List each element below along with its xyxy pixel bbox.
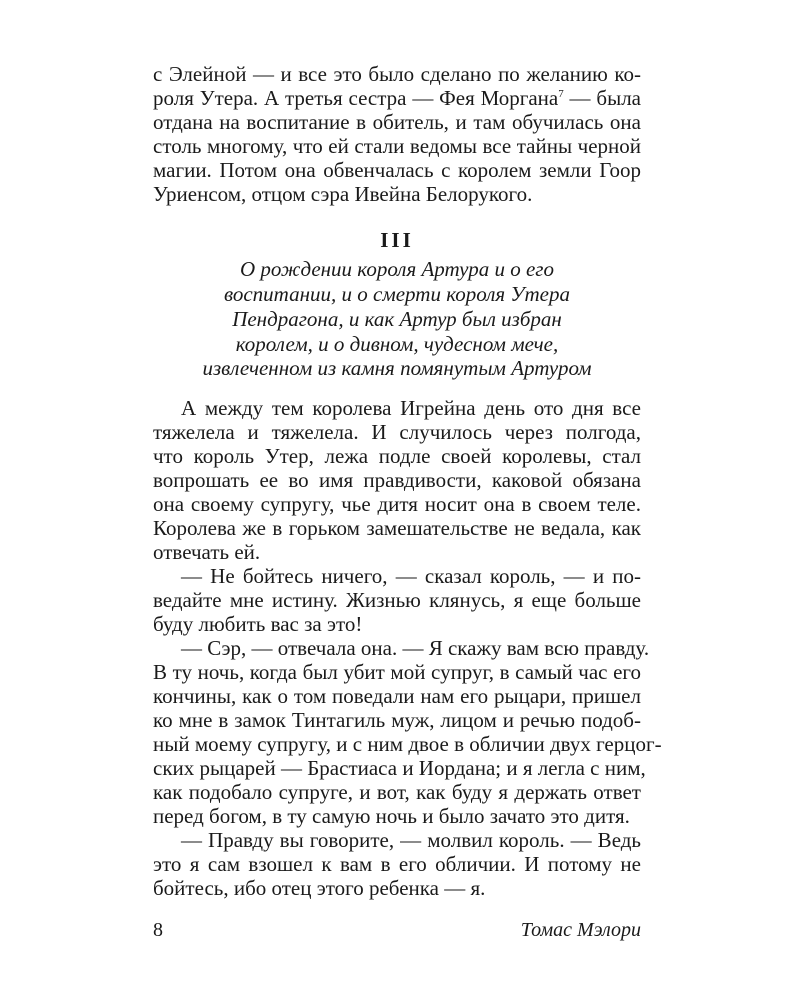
chapter-number: III [380, 228, 414, 252]
chapter-title-line: воспитании, и о смерти короля Утера [224, 282, 570, 306]
body-line: как подобало супруге, и вот, как буду я держать ответ [153, 780, 641, 804]
body-line: ведайте мне истину. Жизнью клянусь, я еще больше [153, 588, 641, 612]
body-line: бойтесь, ибо отец этого ребенка — я. [153, 876, 486, 900]
body-line: кончины, как о том поведали нам его рыцари, пришел [153, 684, 641, 708]
body-line: — Не бойтесь ничего, — сказал король, — и по- [181, 564, 641, 588]
footnote-ref: 7 [558, 88, 564, 100]
intro-line-text: роля Утера. А третья сестра — Фея Моргана [153, 86, 559, 110]
body-line: ко мне в замок Тинтагиль муж, лицом и речью подоб- [153, 708, 641, 732]
chapter-title-line: Пендрагона, и как Артур был избран [232, 307, 562, 331]
body-line: В ту ночь, когда был убит мой супруг, в самый час его [153, 660, 641, 684]
body-line: А между тем королева Игрейна день ото дня все [181, 396, 641, 420]
body-line: буду любить вас за это! [153, 612, 363, 636]
body-line: ный моему супругу, и с ним двое в обличии двух герцог- [153, 732, 662, 756]
body-line: она своему супругу, чье дитя носит она в своем теле. [153, 492, 641, 516]
intro-line: магии. Потом она обвенчалась с королем земли Гоор [153, 158, 641, 182]
intro-line [153, 86, 641, 110]
intro-line: столь многому, что ей стали ведомы все тайны черной [153, 134, 641, 158]
body-line: что король Утер, лежа подле своей королевы, стал [153, 444, 641, 468]
intro-line-text: — была [563, 86, 641, 110]
body-line: это я сам взошел к вам в его обличии. И потому не [153, 852, 641, 876]
body-line: — Правду вы говорите, — молвил король. — Ведь [181, 828, 641, 852]
chapter-title-line: королем, и о дивном, чудесном мече, [235, 332, 559, 356]
body-line: вопрошать ее во имя правдивости, каковой обязана [153, 468, 641, 492]
body-line: тяжелела и тяжелела. И случилось через полгода, [153, 420, 641, 444]
intro-line: Уриенсом, отцом сэра Ивейна Белорукого. [153, 182, 533, 206]
body-line: — Сэр, — отвечала она. — Я скажу вам всю правду. [181, 636, 650, 660]
body-line: перед богом, в ту самую ночь и было зачато это дитя. [153, 804, 630, 828]
chapter-title-line: извлеченном из камня помянутым Артуром [202, 356, 592, 380]
intro-line: отдана на воспитание в обитель, и там обучилась она [153, 110, 641, 134]
body-line: отвечать ей. [153, 540, 261, 564]
chapter-title-line: О рождении короля Артура и о его [240, 257, 554, 281]
running-footer-author: Томас Мэлори [520, 919, 641, 941]
body-line: Королева же в горьком замешательстве не ведала, как [153, 516, 641, 540]
intro-line: с Элейной — и все это было сделано по желанию ко- [153, 62, 641, 86]
body-line: ских рыцарей — Брастиаса и Иордана; и я легла с ним, [153, 756, 646, 780]
page-number: 8 [153, 919, 163, 941]
